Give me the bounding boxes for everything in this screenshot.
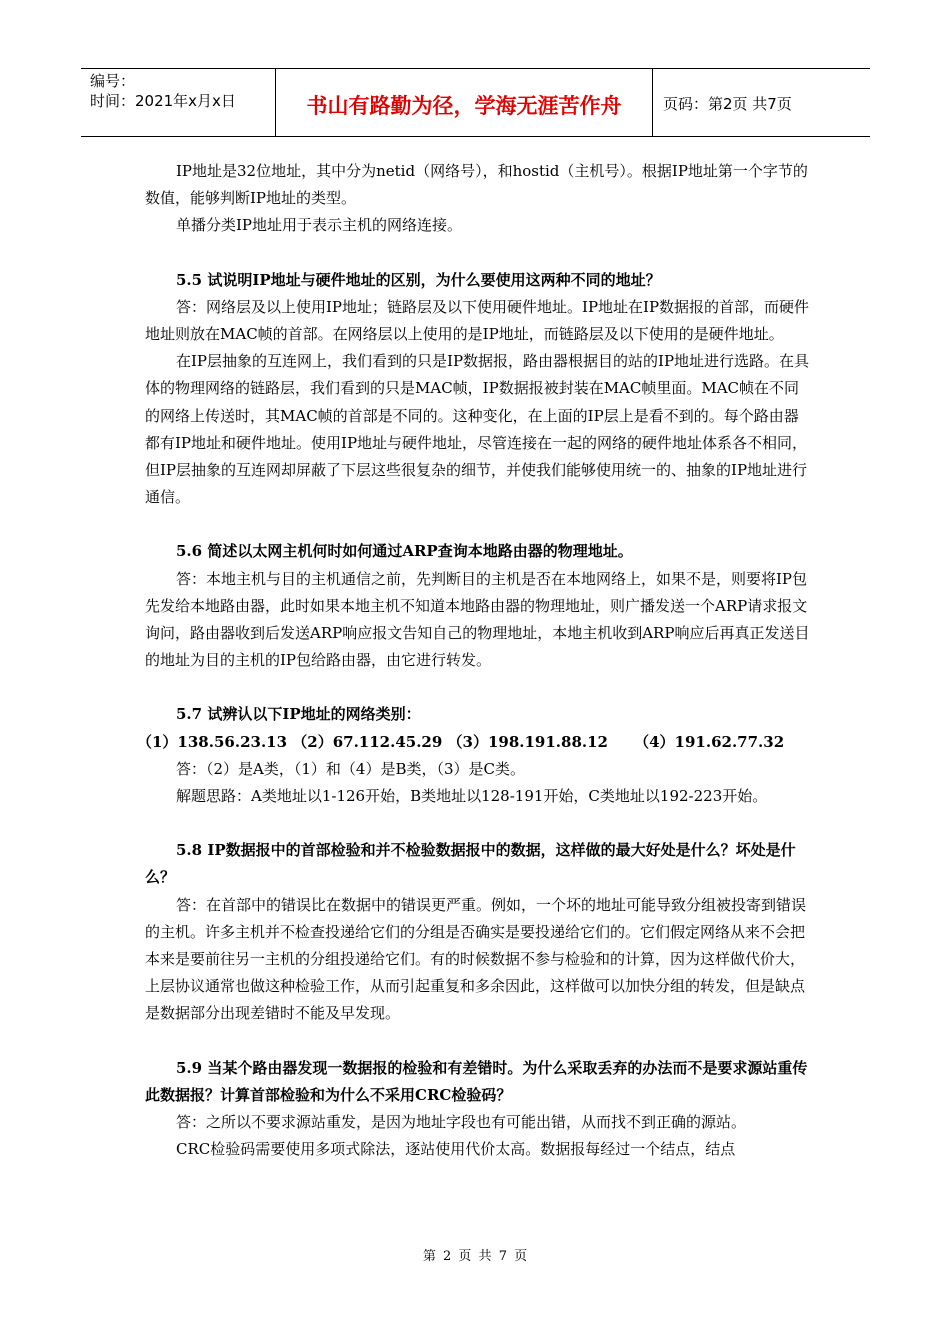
- ip-address-list: （1）138.56.23.13 （2）67.112.45.29 （3）198.191.88.12 （4）191.62.77.32: [137, 732, 785, 751]
- question-5-6: 5.6 简述以太网主机何时如何通过ARP查询本地路由器的物理地址。: [176, 542, 633, 561]
- doc-number-label: 编号：: [90, 72, 136, 90]
- question-5-7: 5.7 试辨认以下IP地址的网络类别：: [176, 705, 421, 724]
- document-body: [137, 158, 810, 1164]
- header-meta: [81, 69, 276, 136]
- paragraph-ip-intro: IP地址是32位地址，其中分为netid（网络号），和hostid（主机号）。根据IP地址第一个字节的数值，能够判断IP地址的类型。: [145, 162, 808, 208]
- page-header: [81, 68, 870, 137]
- header-page-info: 页码：第2页 共7页: [663, 95, 792, 113]
- question-5-8: 5.8 IP数据报中的首部检验和并不检验数据报中的数据，这样做的最大好处是什么？坏处是什么？: [145, 841, 796, 887]
- paragraph-unicast: 单播分类IP地址用于表示主机的网络连接。: [176, 216, 463, 235]
- doc-date-label: 时间：2021年x月x日: [90, 92, 236, 110]
- answer-5-5-part1: 答：网络层及以上使用IP地址；链路层及以下使用硬件地址。IP地址在IP数据报的首部，而硬件地址则放在MAC帧的首部。在网络层以上使用的是IP地址，而链路层及以下使用的是硬件地址。: [145, 297, 810, 344]
- answer-5-8: 答：在首部中的错误比在数据中的错误更严重。例如，一个坏的地址可能导致分组被投寄到错误的主机。许多主机并不检查投递给它们的分组是否确实是要投递给它们的。它们假定网络从来不会把本来是要前往另一主机的分组投递给它们。有的时候数据不参与检验和的计算，因为这样做代价大，上层协议通常也做这种检验工作，从而引起重复和多余因此，这样做可以加快分组的转发，但是缺点是数据部分出现差错时不能及早发现。: [145, 895, 807, 1023]
- page-footer: 第 2 页 共 7 页: [422, 1249, 528, 1264]
- hint-5-7: 解题思路：A类地址以1-126开始，B类地址以128-191开始，C类地址以192-223开始。: [176, 787, 768, 806]
- answer-5-9-part2: CRC检验码需要使用多项式除法，逐站使用代价太高。数据报每经过一个结点，结点: [176, 1140, 736, 1159]
- header-motto: 书山有路勤为径，学海无涯苦作舟: [276, 69, 653, 136]
- answer-5-5-part2: 在IP层抽象的互连网上，我们看到的只是IP数据报，路由器根据目的站的IP地址进行选路。在具体的物理网络的链路层，我们看到的只是MAC帧，IP数据报被封装在MAC帧里面。MAC帧在不同的网络上传送时，其MAC帧的首部是不同的。这种变化，在上面的IP层上是看不到的。每个路由器都有IP地址和硬件地址。使用IP地址与硬件地址，尽管连接在一起的网络的硬件地址体系各不相同，但IP层抽象的互连网却屏蔽了下层这些很复杂的细节，并使我们能够使用统一的、抽象的IP地址进行通信。: [145, 352, 810, 507]
- answer-5-9-part1: 答：之所以不要求源站重发，是因为地址字段也有可能出错，从而找不到正确的源站。: [176, 1113, 747, 1132]
- answer-5-6: 答：本地主机与目的主机通信之前，先判断目的主机是否在本地网络上，如果不是，则要将IP包先发给本地路由器，此时如果本地主机不知道本地路由器的物理地址，则广播发送一个ARP请求报文询问，路由器收到后发送ARP响应报文告知自己的物理地址，本地主机收到ARP响应后再真正发送目的地址为目的主机的IP包给路由器，由它进行转发。: [145, 569, 810, 670]
- answer-5-7: 答：（2）是A类，（1）和（4）是B类，（3）是C类。: [176, 759, 526, 778]
- question-5-5: 5.5 试说明IP地址与硬件地址的区别，为什么要使用这两种不同的地址？: [176, 270, 661, 289]
- question-5-9: 5.9 当某个路由器发现一数据报的检验和有差错时。为什么采取丢弃的办法而不是要求源站重传此数据报？计算首部检验和为什么不采用CRC检验码？: [145, 1058, 808, 1104]
